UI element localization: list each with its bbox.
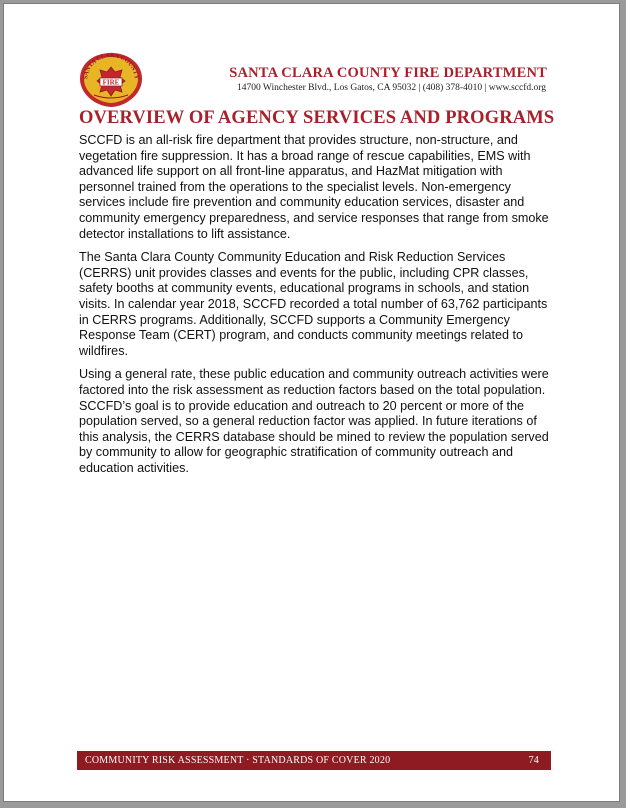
section-title: OVERVIEW OF AGENCY SERVICES AND PROGRAMS [79,108,555,128]
page-number: 74 [528,755,539,766]
logo-center-text: FIRE [102,78,120,87]
fire-department-logo [76,51,146,109]
logo-ring-text: SANTA CLARA COUNTY [82,51,141,80]
fire-department-badge-icon [76,51,146,109]
organization-address: 14700 Winchester Blvd., Los Gatos, CA 95032 | (408) 378-4010 | www.sccfd.org [236,83,546,93]
footer-document-title: COMMUNITY RISK ASSESSMENT · STANDARDS OF COVER 2020 [85,755,391,766]
page-footer-bar [77,751,551,770]
section-body [79,133,557,484]
organization-name: SANTA CLARA COUNTY FIRE DEPARTMENT [229,65,547,81]
body-paragraph: Using a general rate, these public education and community outreach activities were factored into the risk assessment as reduction factors based on the total population. SCCFD’s goal is to provide education and outreach to 20 percent or more of the population served, so a general reduction factor was applied. In future iterations of this analysis, the CERRS database should be mined to review the population served by community to allow for geographic stratification of community outreach and education activities. [79,367,549,475]
body-paragraph: SCCFD is an all-risk fire department that provides structure, non-structure, and vegetation fire suppression. It has a broad range of rescue capabilities, EMS with advanced life support on all front-line apparatus, and HazMat mitigation with personnel trained from the operations to the specialist levels. Non-emergency services include fire prevention and community education services, disaster and community emergency preparedness, and service responses that range from smoke detector installations to lift assistance. [79,133,549,241]
document-page [3,3,620,802]
body-paragraph: The Santa Clara County Community Education and Risk Reduction Services (CERRS) unit provides classes and events for the public, including CPR classes, safety booths at community events, educational programs in schools, and station visits. In calendar year 2018, SCCFD recorded a total number of 63,762 participants in CERRS programs. Additionally, SCCFD supports a Community Emergency Response Team (CERT) program, and conducts community meetings related to wildfires. [79,250,548,358]
